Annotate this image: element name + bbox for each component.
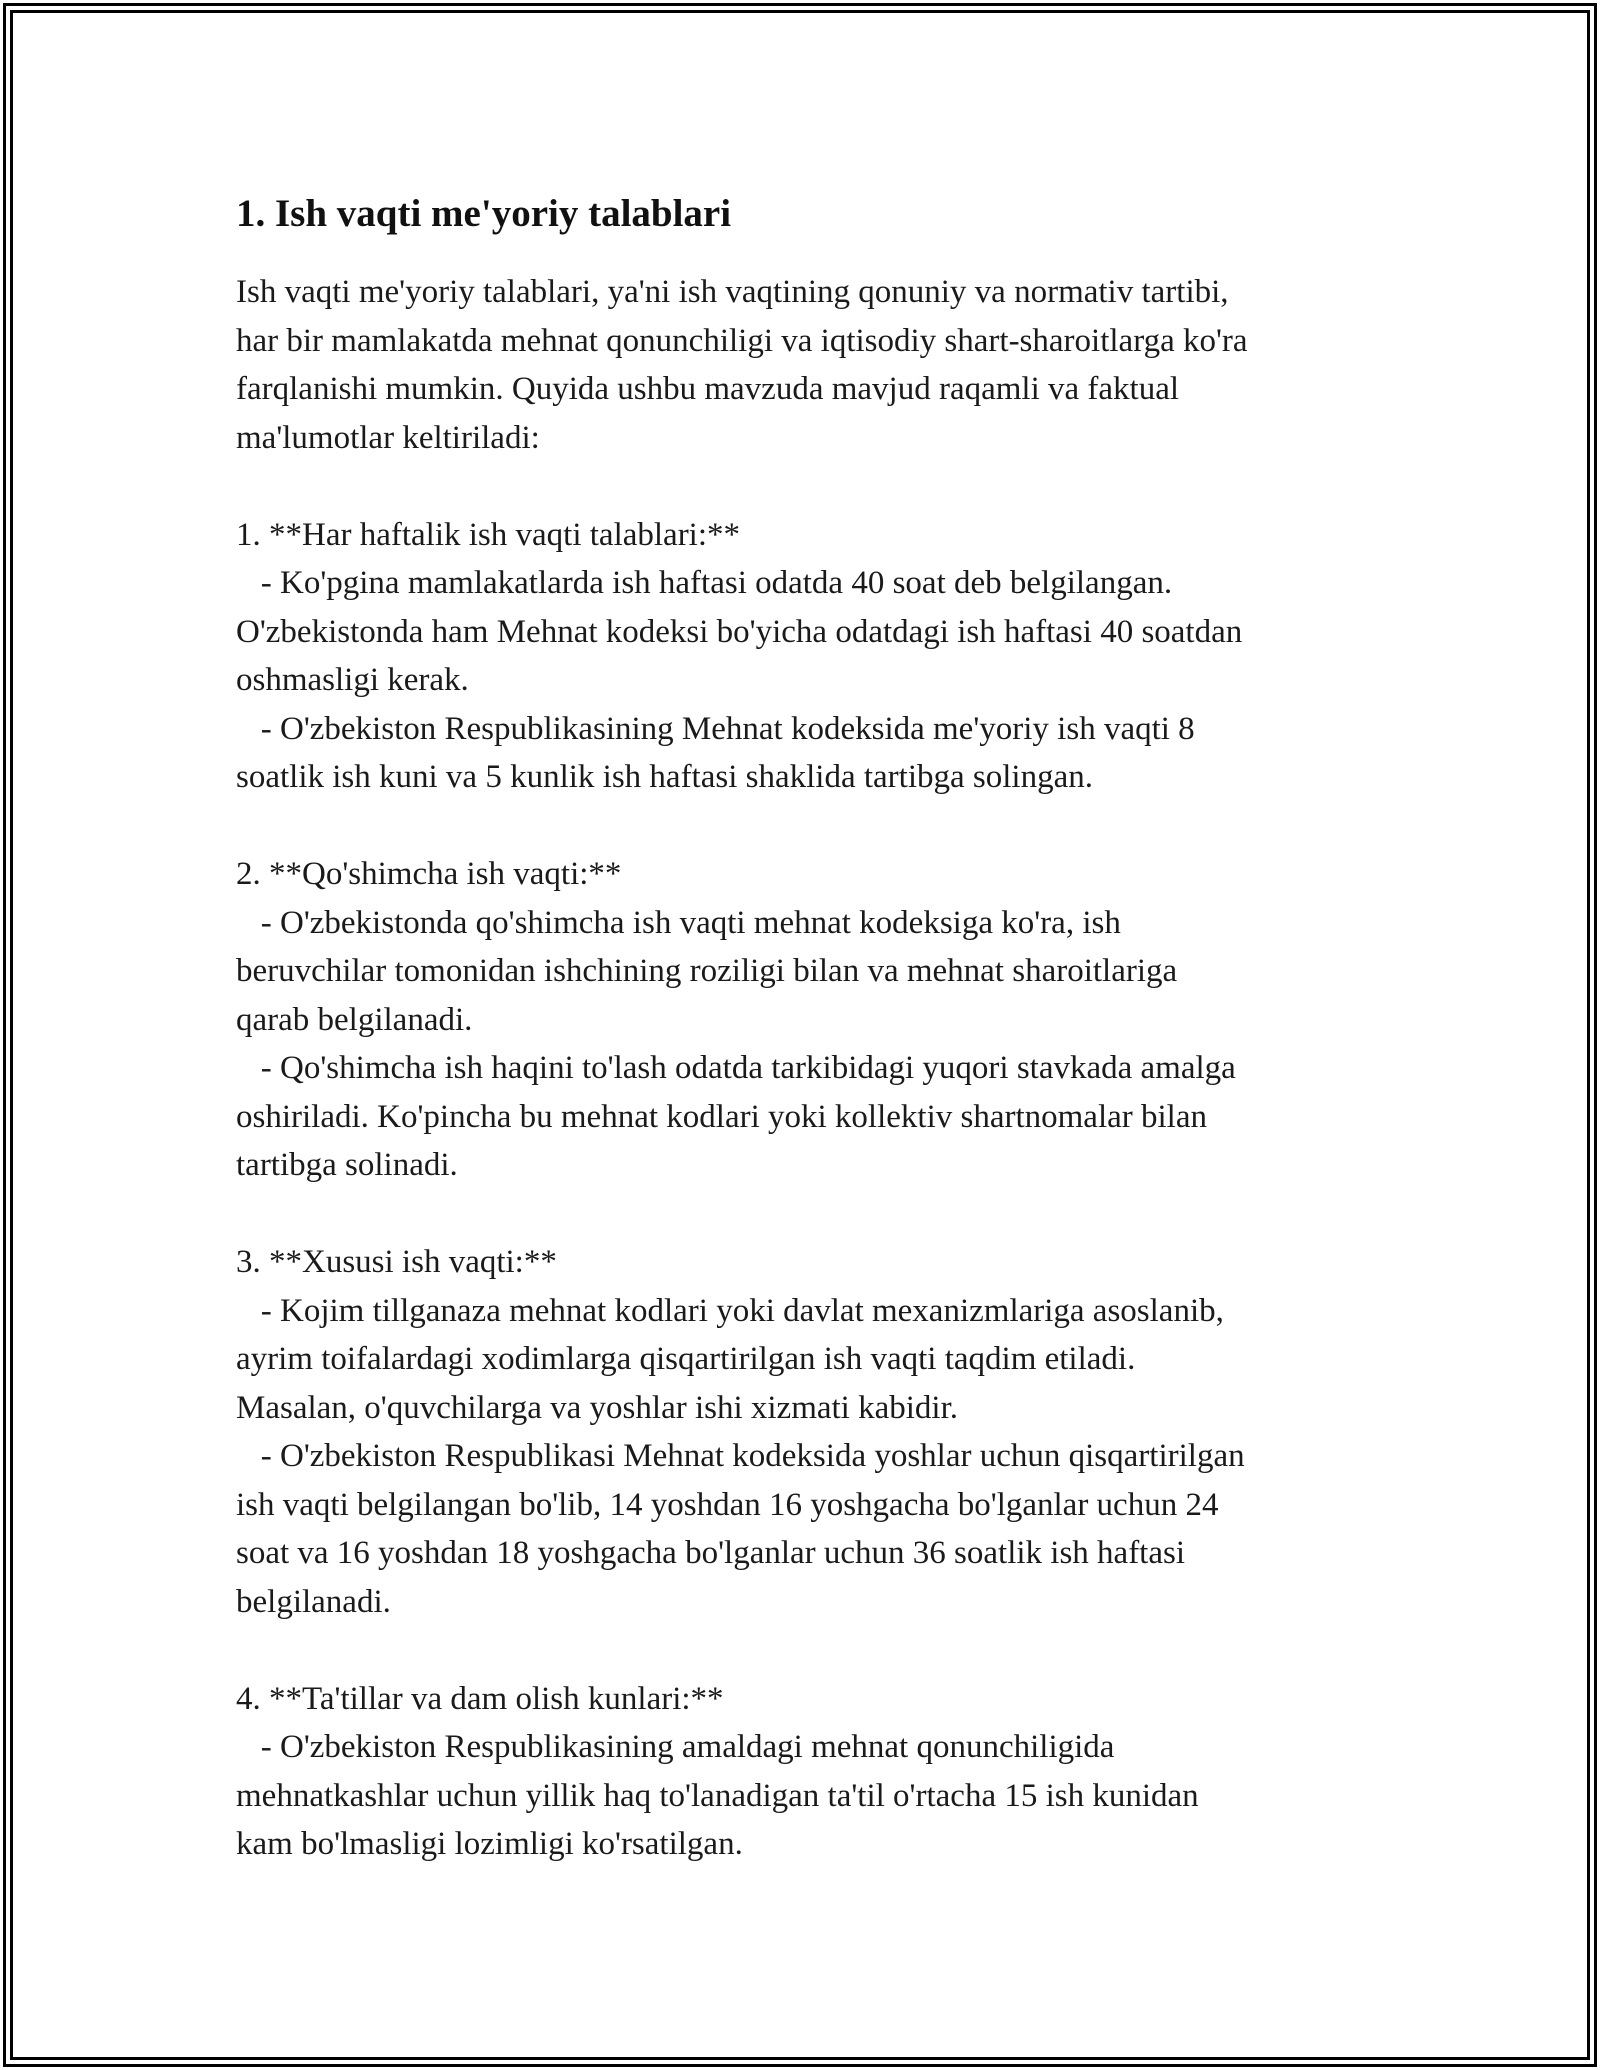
document-content: [236, 188, 1386, 1869]
document-body: Ish vaqti me'yoriy talablari, ya'ni ish vaqtining qonuniy va normativ tartibi, har bir mamlakatda mehnat qonunchiligi va iqtisodiy shart-sharoitlarga ko'ra farqlanishi mumkin. Quyida ushbu mavzuda mavjud raqamli va faktual ma'lumotlar keltiriladi: 1. **Har haftalik ish vaqti talablari:** - Ko'pgina mamlakatlarda ish haftasi odatda 40 soat deb belgilangan. O'zbekistonda ham Mehnat kodeksi bo'yicha odatdagi ish haftasi 40 soatdan oshmasligi kerak. - O'zbekiston Respublikasining Mehnat kodeksida me'yoriy ish vaqti 8 soatlik ish kuni va 5 kunlik ish haftasi shaklida tartibga solingan. 2. **Qo'shimcha ish vaqti:** - O'zbekistonda qo'shimcha ish vaqti mehnat kodeksiga ko'ra, ish beruvchilar tomonidan ishchining roziligi bilan va mehnat sharoitlariga qarab belgilanadi. - Qo'shimcha ish haqini to'lash odatda tarkibidagi yuqori stavkada amalga oshiriladi. Ko'pincha bu mehnat kodlari yoki kollektiv shartnomalar bilan tartibga solinadi. 3. **Xususi ish vaqti:** - Kojim tillganaza mehnat kodlari yoki davlat mexanizmlariga asoslanib, ayrim toifalardagi xodimlarga qisqartirilgan ish vaqti taqdim etiladi. Masalan, o'quvchilarga va yoshlar ishi xizmati kabidir. - O'zbekiston Respublikasi Mehnat kodeksida yoshlar uchun qisqartirilgan ish vaqti belgilangan bo'lib, 14 yoshdan 16 yoshgacha bo'lganlar uchun 24 soat va 16 yoshdan 18 yoshgacha bo'lganlar uchun 36 soatlik ish haftasi belgilanadi. 4. **Ta'tillar va dam olish kunlari:** - O'zbekiston Respublikasining amaldagi mehnat qonunchiligida mehnatkashlar uchun yillik haq to'lanadigan ta'til o'rtacha 15 ish kunidan kam bo'lmasligi lozimligi ko'rsatilgan.: [236, 274, 1248, 1862]
document-title: 1. Ish vaqti me'yoriy talablari: [236, 192, 732, 235]
